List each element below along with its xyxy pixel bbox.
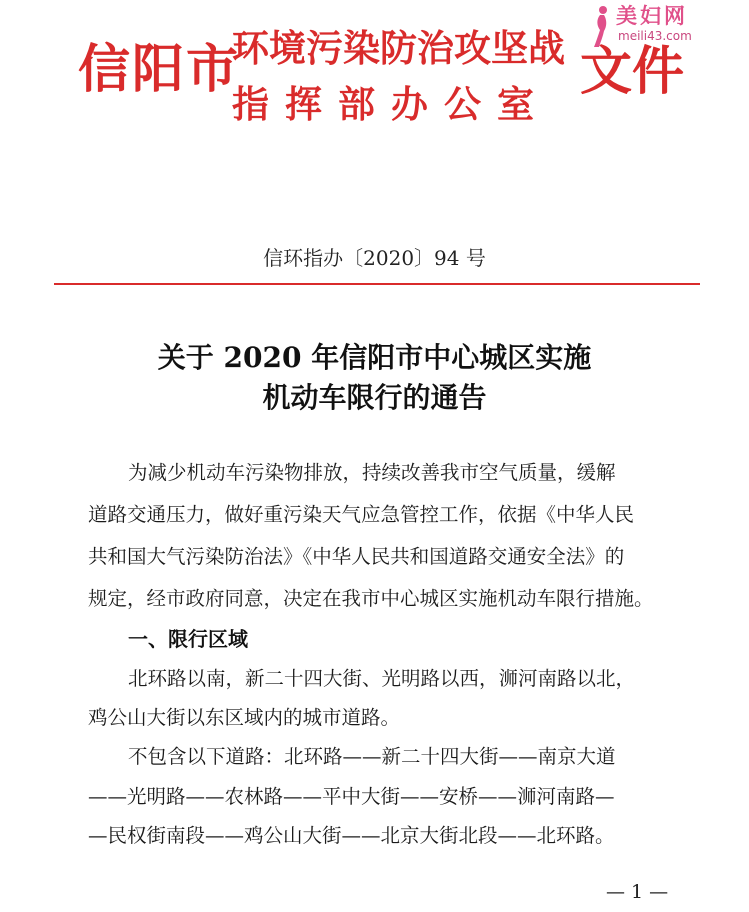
section-heading-1: 一、限行区域 bbox=[128, 627, 248, 651]
title-line-2: 机动车限行的通告 bbox=[262, 381, 487, 414]
para3-line2: ——光明路——农林路——平中大街——安桥——浉河南路— bbox=[88, 785, 615, 808]
para1-line4: 规定，经市政府同意，决定在我市中心城区实施机动车限行措施。 bbox=[88, 587, 654, 610]
title-line-1: 关于 2020 年信阳市中心城区实施 bbox=[157, 341, 592, 374]
para2-line1: 北环路以南，新二十四大街、光明路以西，浉河南路以北， bbox=[128, 667, 636, 690]
document-number: 信环指办〔2020〕94 号 bbox=[263, 246, 486, 270]
para2-line2: 鸡公山大街以东区域内的城市道路。 bbox=[88, 706, 401, 729]
red-divider bbox=[54, 283, 700, 285]
para1-line1: 为减少机动车污染物排放，持续改善我市空气质量，缓解 bbox=[128, 461, 616, 484]
masthead-city: 信阳市 bbox=[78, 40, 241, 100]
para3-line1: 不包含以下道路：北环路——新二十四大街——南京大道 bbox=[128, 745, 616, 768]
page-number: — 1 — bbox=[606, 881, 669, 903]
watermark-name: 美妇网 bbox=[616, 4, 688, 28]
watermark-url: meili43.com bbox=[618, 29, 692, 43]
masthead-office-line2: 指挥部办公室 bbox=[232, 83, 550, 126]
masthead-office-line1: 环境污染防治攻坚战 bbox=[232, 27, 565, 70]
para3-line3: —民权街南段——鸡公山大街——北京大街北段——北环路。 bbox=[88, 824, 615, 847]
para1-line3: 共和国大气污染防治法》《中华人民共和国道路交通安全法》的 bbox=[88, 545, 625, 568]
masthead-doc-word: 文件 bbox=[580, 42, 685, 102]
para1-line2: 道路交通压力，做好重污染天气应急管控工作，依据《中华人民 bbox=[88, 503, 635, 526]
